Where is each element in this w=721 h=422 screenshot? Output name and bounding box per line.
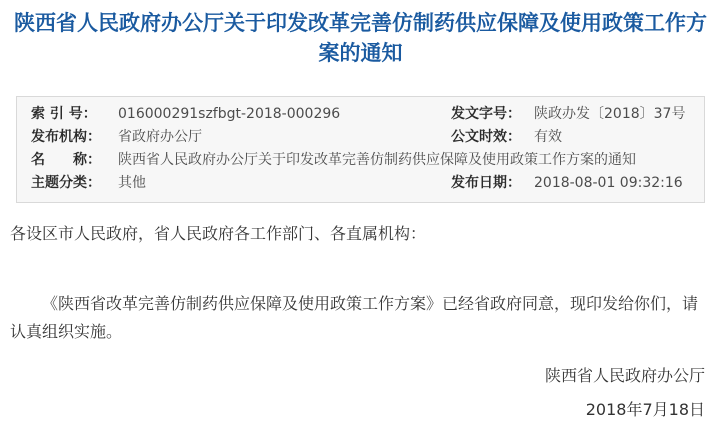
- document-name-value: 陕西省人民政府办公厅关于印发改革完善仿制药供应保障及使用政策工作方案的通知: [118, 152, 636, 168]
- meta-row-document-name: [17, 149, 704, 172]
- document-number-value: 陕政办发〔2018〕37号: [534, 106, 686, 122]
- document-number-label: 发文字号：: [451, 106, 521, 122]
- index-number-value: 016000291szfbgt-2018-000296: [118, 106, 341, 122]
- body-paragraph: 《陕西省改革完善仿制药供应保障及使用政策工作方案》已经省政府同意，现印发给你们，请认真组织实施。: [10, 294, 699, 341]
- issuing-agency-value: 省政府办公厅: [118, 129, 202, 145]
- topic-category-value: 其他: [118, 175, 146, 191]
- topic-category-label: 主题分类：: [31, 175, 101, 191]
- document-body: [10, 220, 711, 422]
- index-number-label: 索 引 号：: [31, 106, 97, 122]
- meta-row-issuing-agency: [17, 126, 704, 149]
- validity-label: 公文时效：: [451, 129, 521, 145]
- publish-date-value: 2018-08-01 09:32:16: [534, 175, 683, 191]
- meta-row-index-number: [17, 103, 704, 126]
- signature-date: 2018年7月18日: [585, 400, 705, 419]
- document-meta-table: [16, 96, 705, 203]
- issuing-agency-label: 发布机构：: [31, 129, 101, 145]
- signature-agency: 陕西省人民政府办公厅: [544, 366, 705, 385]
- document-name-label: 名 称：: [31, 152, 101, 168]
- validity-value: 有效: [534, 129, 562, 145]
- page-title: 陕西省人民政府办公厅关于印发改革完善仿制药供应保障及使用政策工作方案的通知: [14, 11, 707, 65]
- publish-date-label: 发布日期：: [451, 175, 521, 191]
- meta-row-topic-category: [17, 172, 704, 195]
- salutation-line: 各设区市人民政府，省人民政府各工作部门、各直属机构：: [10, 224, 427, 243]
